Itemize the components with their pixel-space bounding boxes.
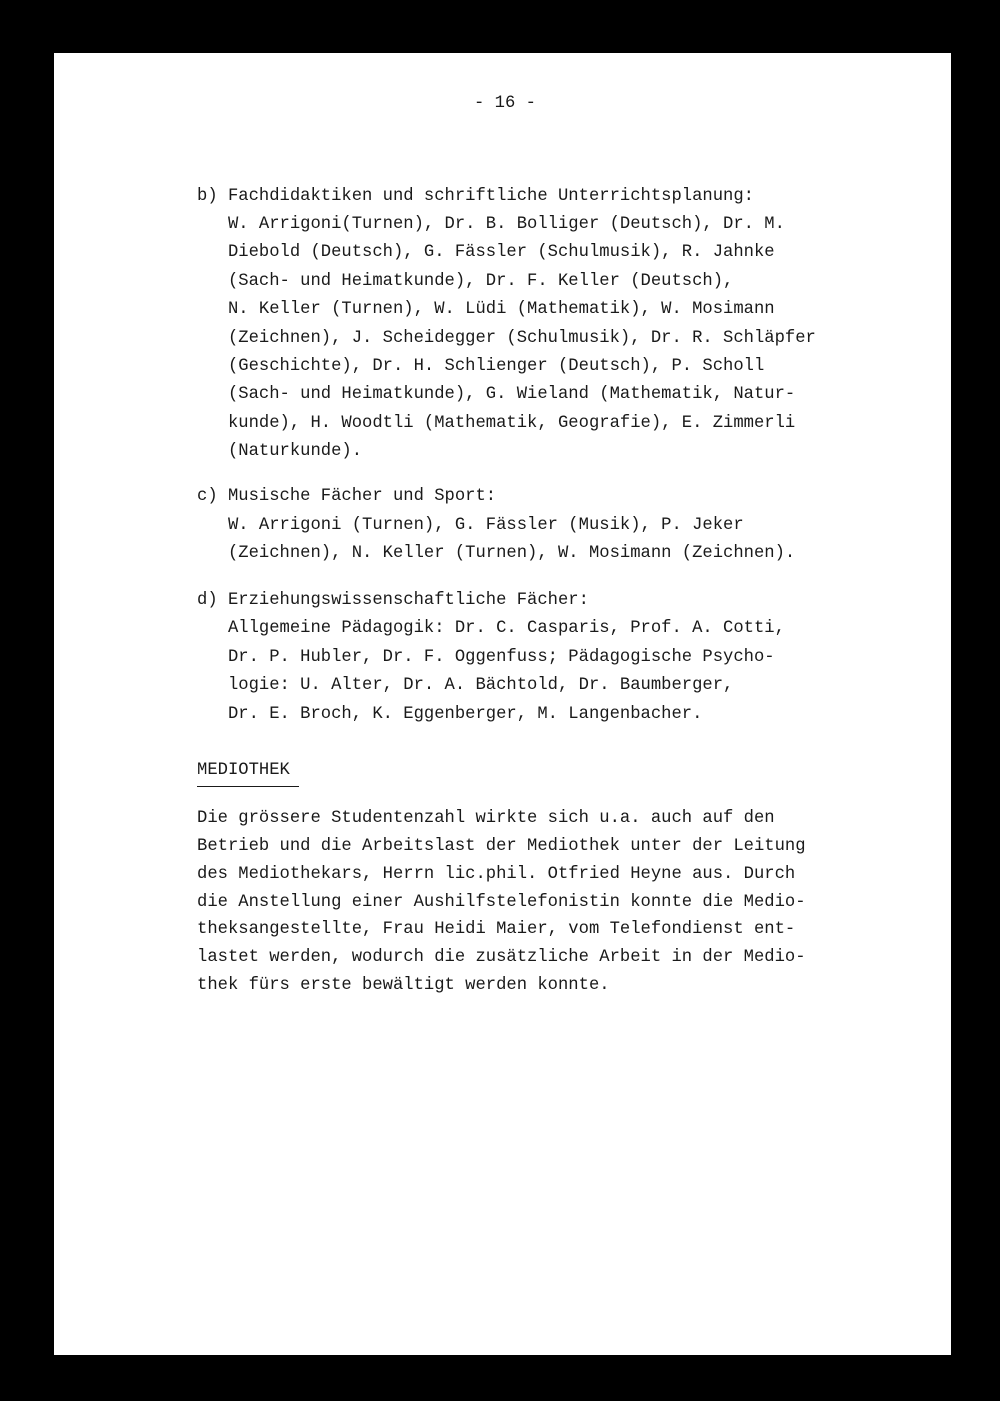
section-b-line-2: W. Arrigoni(Turnen), Dr. B. Bolliger (Deutsch), Dr. M. [197,215,785,234]
section-b-line-9: kunde), H. Woodtli (Mathematik, Geografie), E. Zimmerli [197,414,796,433]
document-page [54,53,951,1355]
section-b-line-5: N. Keller (Turnen), W. Lüdi (Mathematik), W. Mosimann [197,300,775,319]
section-d-line-1: d) Erziehungswissenschaftliche Fächer: [197,591,589,610]
section-b-line-3: Diebold (Deutsch), G. Fässler (Schulmusik), R. Jahnke [197,243,775,262]
section-b-line-4: (Sach- und Heimatkunde), Dr. F. Keller (Deutsch), [197,272,734,291]
mediothek-line-5: theksangestellte, Frau Heidi Maier, vom Telefondienst ent- [197,920,796,939]
mediothek-line-6: lastet werden, wodurch die zusätzliche Arbeit in der Medio- [197,948,806,967]
section-c-line-1: c) Musische Fächer und Sport: [197,487,497,506]
section-c-line-3: (Zeichnen), N. Keller (Turnen), W. Mosimann (Zeichnen). [197,544,796,563]
section-b-line-8: (Sach- und Heimatkunde), G. Wieland (Mathematik, Natur- [197,385,796,404]
section-d-line-5: Dr. E. Broch, K. Eggenberger, M. Langenbacher. [197,705,703,724]
mediothek-line-2: Betrieb und die Arbeitslast der Mediothek unter der Leitung [197,837,806,856]
section-d-line-4: logie: U. Alter, Dr. A. Bächtold, Dr. Baumberger, [197,676,734,695]
section-d-line-2: Allgemeine Pädagogik: Dr. C. Casparis, Prof. A. Cotti, [197,619,785,638]
section-d-line-3: Dr. P. Hubler, Dr. F. Oggenfuss; Pädagogische Psycho- [197,648,775,667]
mediothek-line-3: des Mediothekars, Herrn lic.phil. Otfried Heyne aus. Durch [197,865,796,884]
section-b-line-6: (Zeichnen), J. Scheidegger (Schulmusik), Dr. R. Schläpfer [197,329,816,348]
mediothek-heading: MEDIOTHEK [197,761,290,780]
section-b-line-1: b) Fachdidaktiken und schriftliche Unterrichtsplanung: [197,187,754,206]
section-c-line-2: W. Arrigoni (Turnen), G. Fässler (Musik), P. Jeker [197,516,744,535]
mediothek-line-1: Die grössere Studentenzahl wirkte sich u.a. auch auf den [197,809,775,828]
mediothek-line-4: die Anstellung einer Aushilfstelefonistin konnte die Medio- [197,893,806,912]
section-b-line-10: (Naturkunde). [197,442,363,461]
page-number: - 16 - [474,94,536,113]
heading-underline [197,786,299,787]
mediothek-line-7: thek fürs erste bewältigt werden konnte. [197,976,610,995]
section-b-line-7: (Geschichte), Dr. H. Schlienger (Deutsch), P. Scholl [197,357,765,376]
